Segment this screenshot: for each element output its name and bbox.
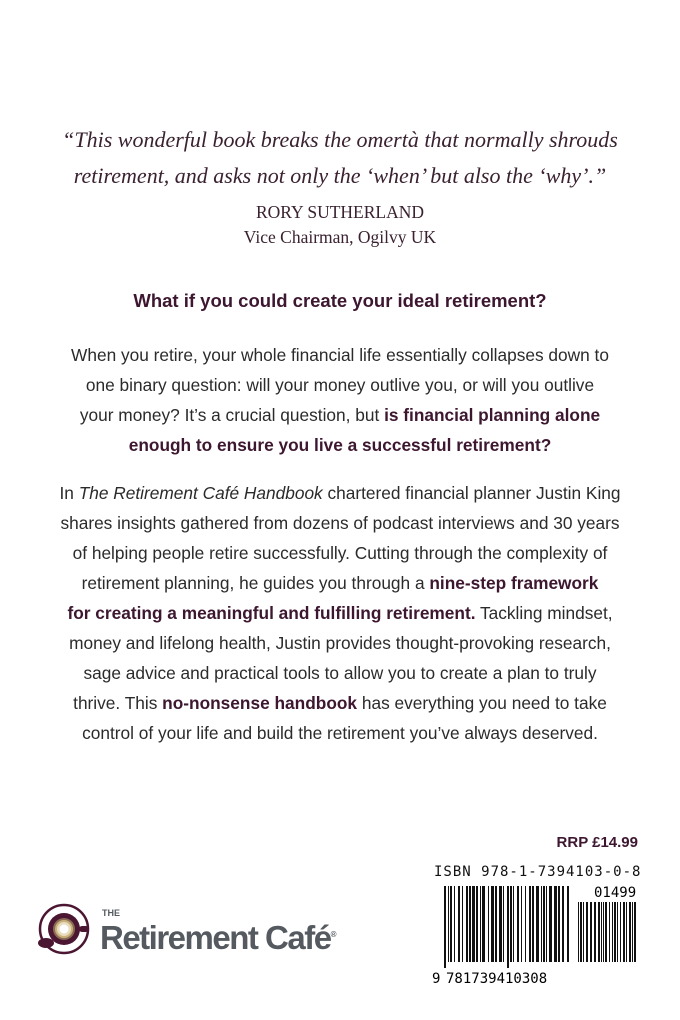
isbn-text: ISBN 978-1-7394103-0-8 <box>434 864 642 880</box>
retirement-cafe-logo <box>36 902 335 960</box>
text-line <box>0 340 680 370</box>
barcode-bar <box>513 886 514 962</box>
barcode-addon-bar <box>586 902 588 962</box>
text-line <box>0 628 680 658</box>
text-segment: When you retire, your whole financial life essentially collapses down to <box>71 345 609 365</box>
text-line <box>0 478 680 508</box>
barcode-bar <box>507 886 509 968</box>
barcode-addon-bar <box>578 902 579 962</box>
text-line <box>0 658 680 688</box>
text-line <box>0 370 680 400</box>
barcode-addon-bar <box>634 902 636 962</box>
barcode-addon-bar <box>617 902 618 962</box>
barcode-addon-bar <box>590 902 592 962</box>
barcode-addon-bar <box>601 902 602 962</box>
text-line <box>0 400 680 430</box>
barcode-bar <box>499 886 502 962</box>
barcode-lead-digit: 9 <box>432 971 441 987</box>
barcode-bar <box>562 886 564 962</box>
bold-text: for creating a meaningful and fulfilling retirement. <box>67 603 476 623</box>
text-line <box>0 568 680 598</box>
barcode-addon-bar <box>583 902 584 962</box>
barcode-bar <box>450 886 452 962</box>
barcode-addon-bar <box>623 902 625 962</box>
registered-mark: ® <box>330 929 335 939</box>
text-segment: shares insights gathered from dozens of podcast interviews and 30 years <box>60 513 620 533</box>
text-line <box>0 598 680 628</box>
text-segment: has everything you need to take <box>357 693 607 713</box>
quote-line: “This wonderful book breaks the omertà that normally shrouds <box>62 127 618 152</box>
barcode-bar <box>532 886 534 962</box>
barcode-bar <box>458 886 460 962</box>
barcode-addon-bar <box>603 902 604 962</box>
text-line <box>0 688 680 718</box>
barcode-bar <box>469 886 471 962</box>
logo-the: THE <box>102 907 120 918</box>
text-line <box>0 538 680 568</box>
price-label: RRP £14.99 <box>556 834 638 851</box>
barcode-bar <box>503 886 504 962</box>
quote-line: retirement, and asks not only the ‘when’ but also the ‘why’.” <box>73 163 607 188</box>
barcode-bar <box>482 886 485 962</box>
text-segment: sage advice and practical tools to allow you to create a plan to truly <box>83 663 597 683</box>
barcode-addon-bar <box>580 902 582 962</box>
barcode-addon-bar <box>626 902 627 962</box>
blurb-heading: What if you could create your ideal retirement? <box>133 290 547 311</box>
barcode-bar <box>546 886 547 962</box>
text-segment: money and lifelong health, Justin provides thought-provoking research, <box>69 633 611 653</box>
barcode-addon-bar <box>620 902 621 962</box>
barcode-addon-bar <box>612 902 613 962</box>
quote-attribution <box>0 200 680 250</box>
barcode-addon-bar <box>594 902 596 962</box>
barcode-bar <box>488 886 489 962</box>
barcode-bar <box>558 886 560 962</box>
text-segment: one binary question: will your money outlive you, or will you outlive <box>85 375 595 395</box>
text-line <box>0 718 680 748</box>
barcode-bar <box>476 886 478 962</box>
barcode-addon-bar <box>629 902 631 962</box>
barcode-bar <box>567 886 569 962</box>
barcode-bar <box>491 886 494 962</box>
quote-author-title: Vice Chairman, Ogilvy UK <box>243 227 437 247</box>
barcode-bar <box>554 886 557 962</box>
quote-author: RORY SUTHERLAND <box>255 202 425 222</box>
text-line <box>0 508 680 538</box>
barcode-addon-bar <box>605 902 607 962</box>
text-segment: retirement planning, he guides you through a <box>81 573 430 593</box>
barcode-bar <box>454 886 455 962</box>
bold-text: enough to ensure you live a successful retirement? <box>128 435 552 455</box>
barcode-bar <box>444 886 446 968</box>
text-segment: chartered financial planner Justin King <box>322 483 621 503</box>
text-segment: control of your life and build the retirement you’ve always deserved. <box>82 723 598 743</box>
barcode-bar <box>495 886 497 962</box>
endorsement-quote <box>0 122 680 194</box>
barcode-bar <box>521 886 522 962</box>
blurb-paragraph-1 <box>0 340 680 460</box>
barcode-addon-bar <box>632 902 633 962</box>
barcode-addon-bar <box>614 902 616 962</box>
text-line <box>0 430 680 460</box>
barcode-bar <box>525 886 526 962</box>
barcode-bar <box>472 886 475 962</box>
barcode-bar <box>536 886 539 962</box>
barcode-bar <box>448 886 449 962</box>
barcode-addon: 01499 <box>594 885 637 901</box>
barcode-bar <box>510 886 512 962</box>
text-segment: thrive. This <box>73 693 163 713</box>
text-segment: of helping people retire successfully. Cutting through the complexity of <box>72 543 608 563</box>
bold-text: nine-step framework <box>429 573 599 593</box>
barcode-bar <box>543 886 545 962</box>
text-segment: Tackling mindset, <box>475 603 613 623</box>
text-segment: In <box>59 483 79 503</box>
blurb-paragraph-2 <box>0 478 680 748</box>
barcode-bar <box>517 886 519 962</box>
bold-text: is financial planning alone <box>384 405 601 425</box>
bold-text: no-nonsense handbook <box>162 693 358 713</box>
barcode-bar <box>480 886 481 962</box>
barcode <box>432 884 642 988</box>
logo-name: Retirement Café <box>100 918 331 956</box>
book-title: The Retirement Café Handbook <box>78 483 323 503</box>
barcode-bar <box>541 886 542 962</box>
coffee-cup-logo-icon <box>36 902 96 960</box>
barcode-bar <box>549 886 552 962</box>
barcode-addon-bar <box>609 902 610 962</box>
barcode-bar <box>462 886 463 962</box>
barcode-digits: 781739410308 <box>446 971 548 987</box>
text-segment: your money? It’s a crucial question, but <box>79 405 385 425</box>
barcode-bar <box>466 886 468 962</box>
barcode-bar <box>529 886 531 962</box>
barcode-addon-bar <box>598 902 600 962</box>
